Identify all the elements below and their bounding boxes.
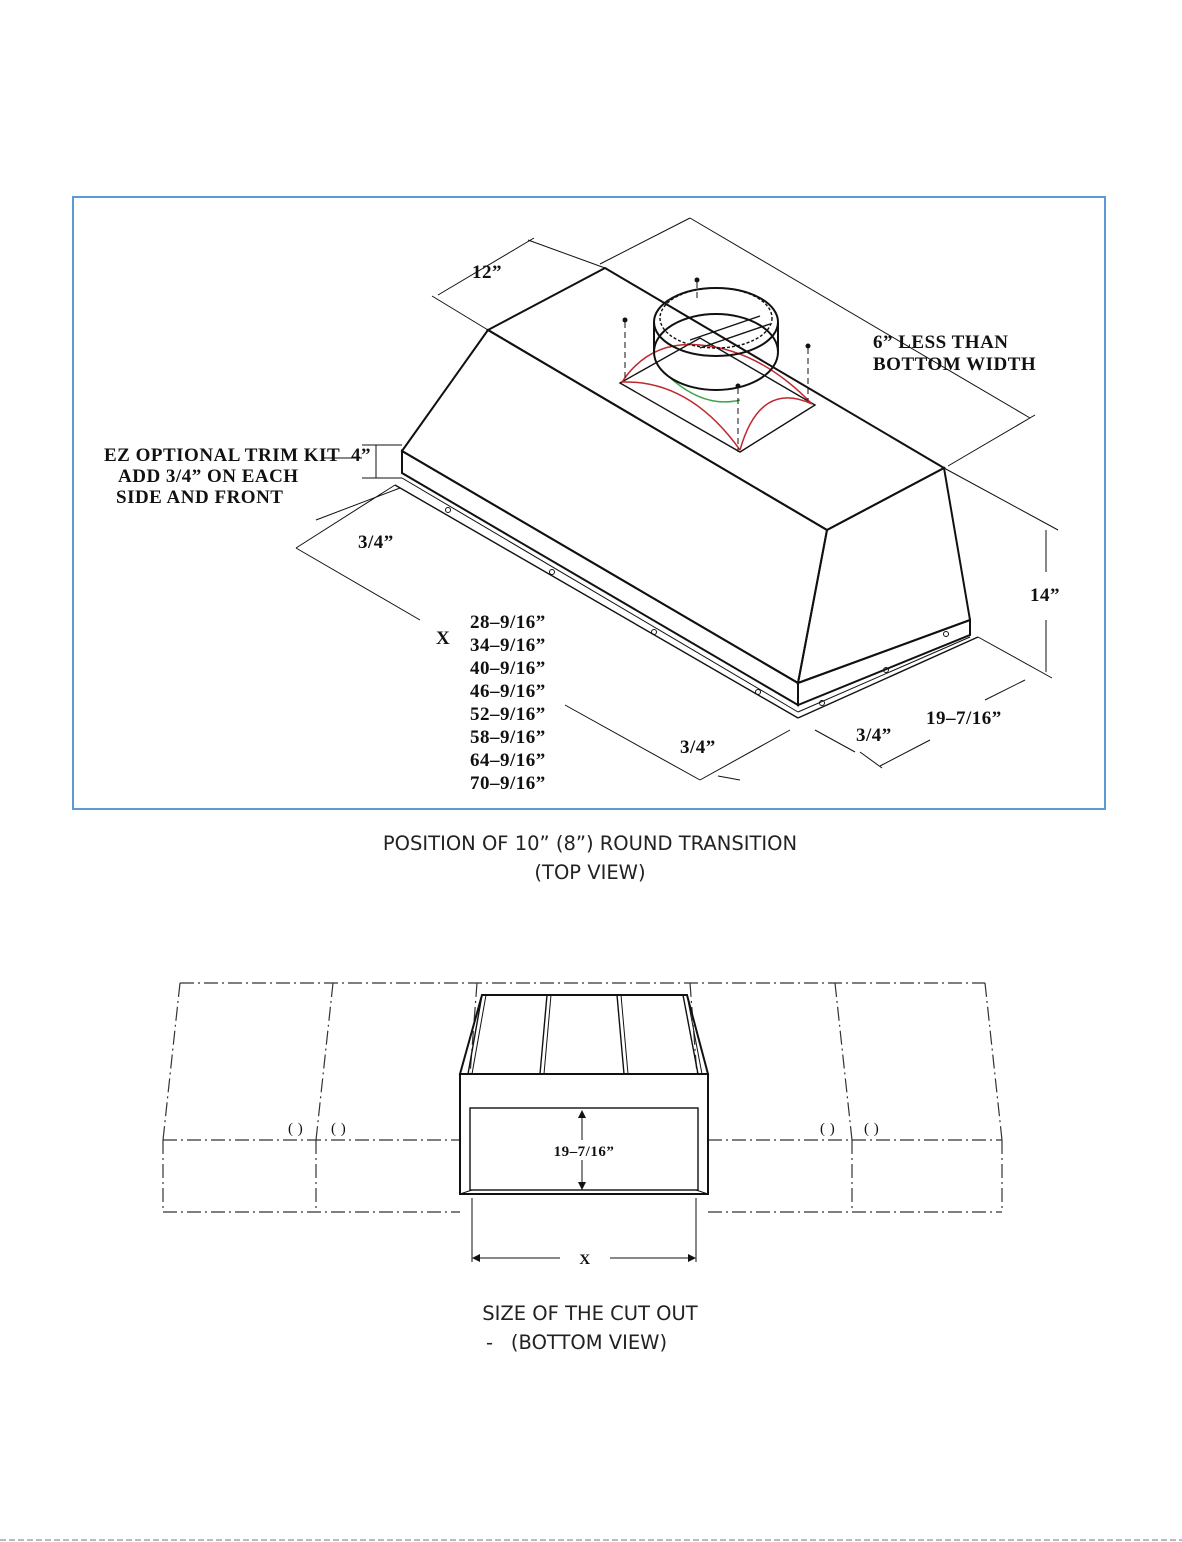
- dim-front-trim: 3/4”: [680, 737, 716, 758]
- width-option: 64–9/16”: [470, 750, 546, 771]
- width-option: 58–9/16”: [470, 727, 546, 748]
- width-option: 70–9/16”: [470, 773, 546, 794]
- dim-depth-bottom: 19–7/16”: [926, 708, 1002, 729]
- trim-kit-line1: EZ OPTIONAL TRIM KIT: [104, 445, 341, 466]
- svg-text:( ): ( ): [288, 1121, 304, 1137]
- top-view-caption-line2: (TOP VIEW): [534, 861, 646, 884]
- width-option: 34–9/16”: [470, 635, 546, 656]
- dimension-lines: [296, 218, 1058, 780]
- trim-kit-line3: SIDE AND FRONT: [116, 487, 284, 508]
- dim-trim-height: 4”: [351, 445, 371, 466]
- dim-depth-top: 12”: [472, 262, 502, 283]
- bottom-dim-width: X: [579, 1252, 591, 1268]
- top-view-caption-line1: POSITION OF 10” (8”) ROUND TRANSITION: [382, 832, 798, 855]
- hood-insert: [460, 995, 708, 1262]
- svg-text:( ): ( ): [820, 1121, 836, 1137]
- svg-text:( ): ( ): [864, 1121, 880, 1137]
- dim-width-label: X: [436, 628, 451, 649]
- dim-top-width-line2: BOTTOM WIDTH: [873, 354, 1037, 375]
- svg-text:( ): ( ): [331, 1121, 347, 1137]
- dim-top-width-line1: 6” LESS THAN: [873, 332, 1009, 353]
- bottom-view-drawing: [163, 983, 1002, 1268]
- bottom-view-caption-prefix: -: [486, 1331, 494, 1354]
- width-option: 28–9/16”: [470, 612, 546, 633]
- top-view-drawing: [104, 218, 1060, 794]
- width-option: 52–9/16”: [470, 704, 546, 725]
- width-option: 40–9/16”: [470, 658, 546, 679]
- dim-side-trim: 3/4”: [856, 725, 892, 746]
- width-option: 46–9/16”: [470, 681, 546, 702]
- width-options-list: [470, 612, 546, 794]
- bottom-view-caption-line2: (BOTTOM VIEW): [510, 1331, 668, 1354]
- bottom-dim-depth: 19–7/16”: [553, 1144, 615, 1160]
- dim-left-trim: 3/4”: [358, 532, 394, 553]
- trim-kit-line2: ADD 3/4” ON EACH: [118, 466, 299, 487]
- dim-height: 14”: [1030, 585, 1060, 606]
- bottom-view-caption-line1: SIZE OF THE CUT OUT: [482, 1302, 698, 1325]
